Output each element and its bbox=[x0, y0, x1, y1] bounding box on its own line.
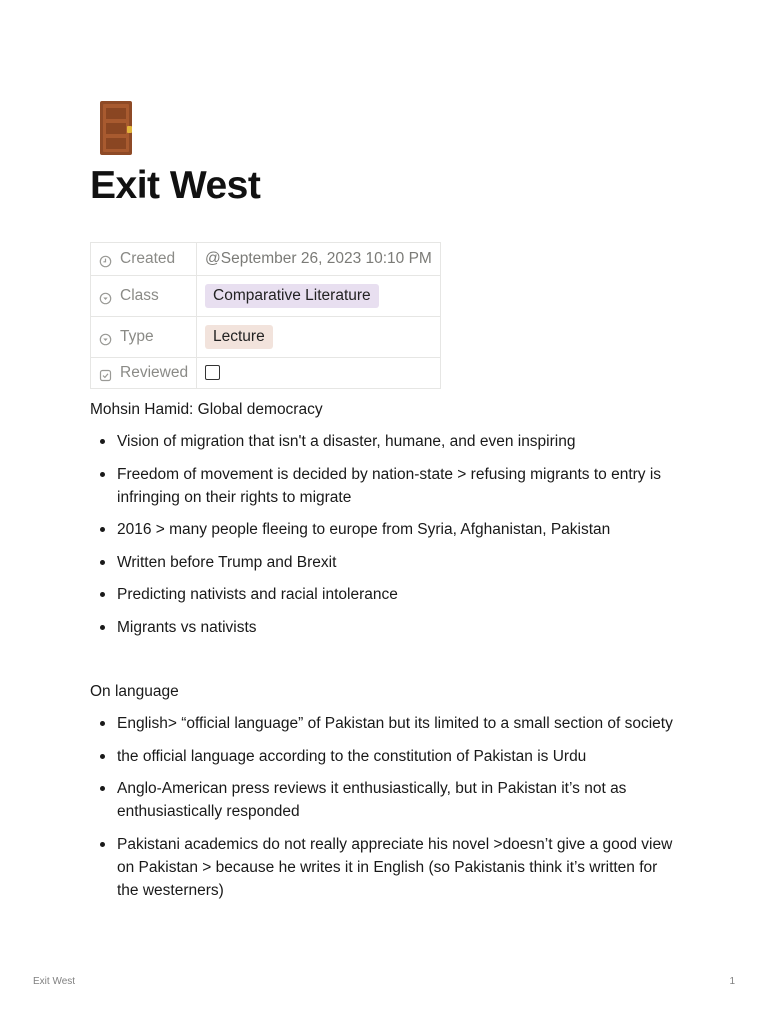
footer-title: Exit West bbox=[33, 976, 76, 987]
list-item: 2016 > many people fleeing to europe from Syria, Afghanistan, Pakistan bbox=[90, 518, 690, 541]
property-label-class: Class bbox=[120, 287, 159, 304]
type-value-cell[interactable] bbox=[197, 317, 441, 358]
bullet-list-on-language bbox=[90, 712, 675, 911]
class-tag[interactable]: Comparative Literature bbox=[205, 284, 379, 308]
door-icon bbox=[98, 100, 136, 156]
property-name-cell bbox=[91, 317, 197, 358]
properties-table bbox=[90, 242, 441, 389]
list-item: English> “official language” of Pakistan but its limited to a small section of society bbox=[90, 712, 675, 735]
footer-page-number: 1 bbox=[729, 976, 735, 987]
property-name-cell bbox=[91, 276, 197, 317]
property-row-class bbox=[91, 276, 441, 317]
list-item: Written before Trump and Brexit bbox=[90, 551, 690, 574]
clock-icon bbox=[99, 255, 112, 268]
bullet-list-global-democracy bbox=[90, 430, 690, 648]
list-item: the official language according to the constitution of Pakistan is Urdu bbox=[90, 745, 675, 768]
list-item: Pakistani academics do not really appreciate his novel >doesn’t give a good view on Pakistan > because he writes it in English (so Pakistanis think it’s written for the westerners) bbox=[90, 833, 675, 902]
list-item: Vision of migration that isn't a disaster, humane, and even inspiring bbox=[90, 430, 690, 453]
property-label-type: Type bbox=[120, 328, 154, 345]
property-row-reviewed bbox=[91, 358, 441, 389]
select-icon bbox=[99, 292, 112, 305]
property-label-created: Created bbox=[120, 250, 176, 267]
list-item: Predicting nativists and racial intolerance bbox=[90, 583, 690, 606]
property-row-type bbox=[91, 317, 441, 358]
type-tag[interactable]: Lecture bbox=[205, 325, 273, 349]
select-icon bbox=[99, 333, 112, 346]
page-title: Exit West bbox=[90, 164, 261, 207]
property-label-reviewed: Reviewed bbox=[120, 364, 189, 381]
checkbox-icon bbox=[99, 369, 112, 382]
created-value[interactable]: @September 26, 2023 10:10 PM bbox=[197, 243, 441, 276]
property-row-created bbox=[91, 243, 441, 276]
list-item: Freedom of movement is decided by nation-state > refusing migrants to entry is infringing on their rights to migrate bbox=[90, 463, 680, 509]
property-name-cell bbox=[91, 358, 197, 389]
section-heading-on-language: On language bbox=[90, 683, 179, 700]
section-heading-global-democracy: Mohsin Hamid: Global democracy bbox=[90, 401, 323, 418]
list-item: Anglo-American press reviews it enthusiastically, but in Pakistan it’s not as enthusiastically responded bbox=[90, 777, 675, 823]
reviewed-value-cell bbox=[197, 358, 441, 389]
reviewed-checkbox[interactable] bbox=[205, 365, 220, 380]
property-name-cell bbox=[91, 243, 197, 276]
list-item: Migrants vs nativists bbox=[90, 616, 690, 639]
class-value-cell[interactable] bbox=[197, 276, 441, 317]
